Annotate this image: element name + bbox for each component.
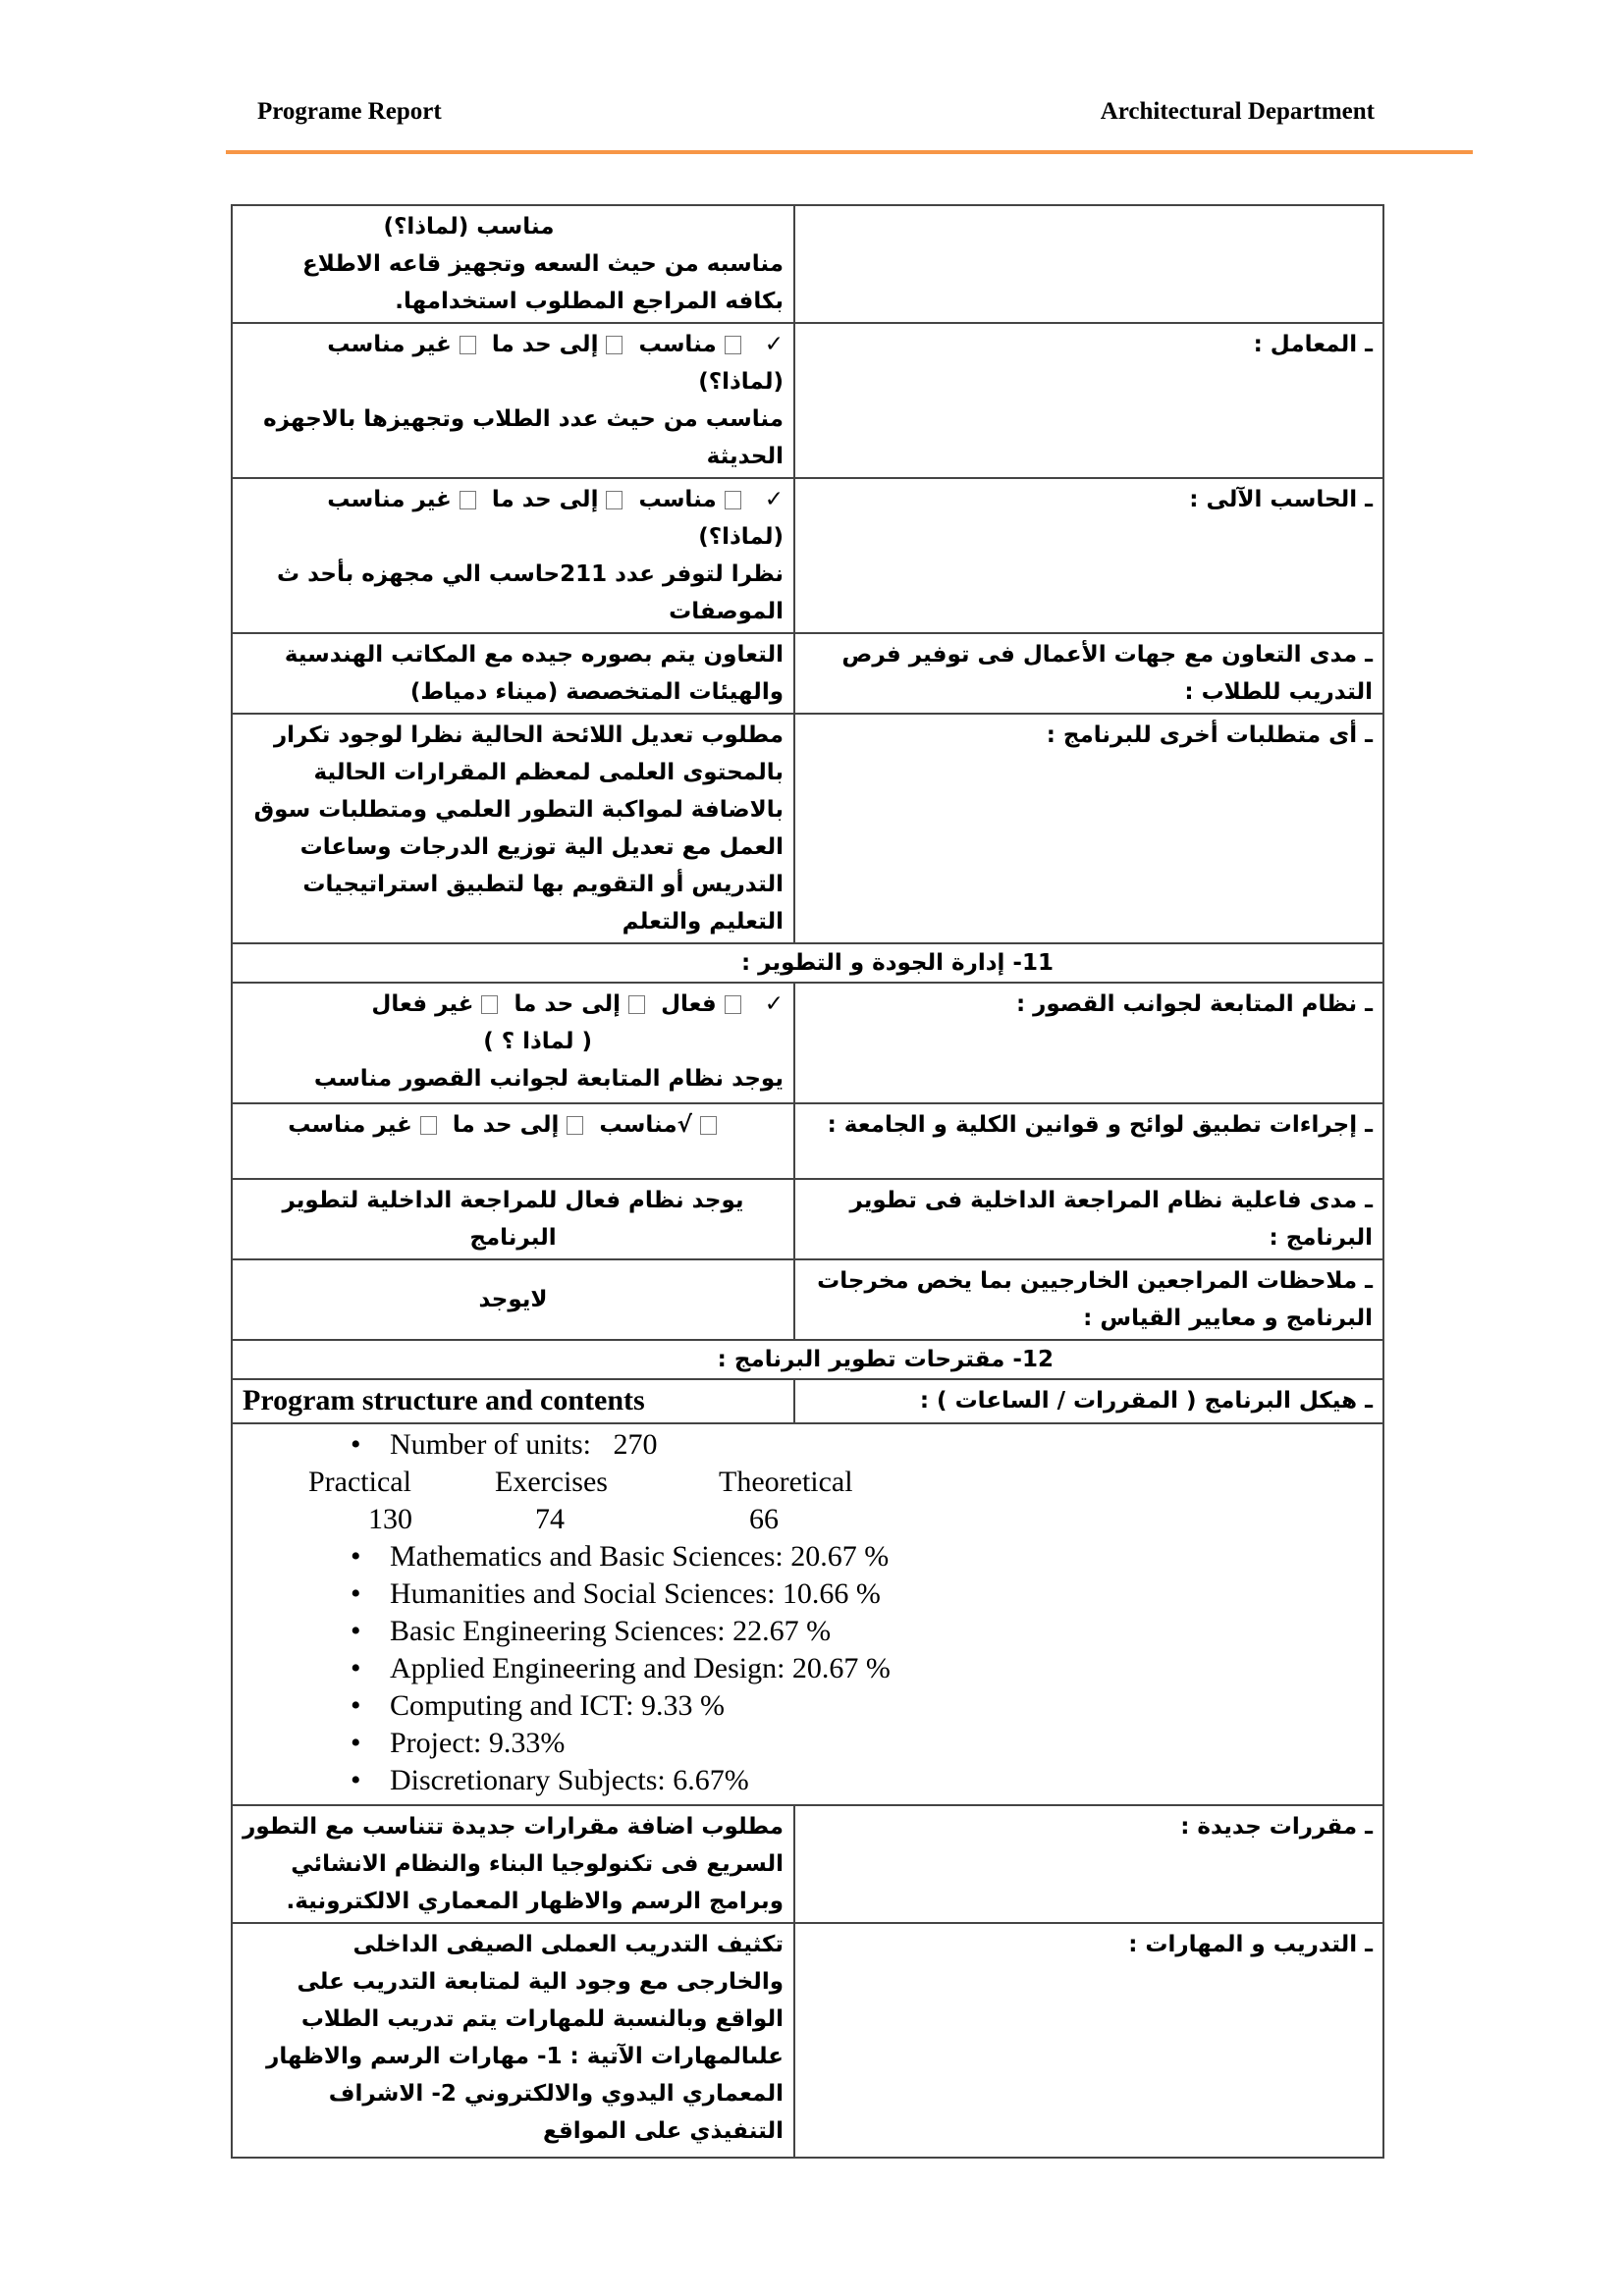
other-requirements-label: ـ أى متطلبات أخرى للبرنامج :: [794, 714, 1383, 943]
table-row-section-12: [232, 1340, 1383, 1379]
labs-value: مناسب من حيث عدد الطلاب وتجهيزها بالاجهزه الحديثة: [263, 406, 784, 469]
table-row-training: [232, 1923, 1383, 2158]
external-reviewers-label: ـ ملاحظات المراجعين الخارجيين بما يخص مخرجات البرنامج و معايير القياس :: [794, 1259, 1383, 1340]
followup-value: يوجد نظام المتابعة لجوانب القصور مناسب: [313, 1066, 784, 1092]
check-icon: √: [677, 1112, 692, 1138]
structure-value: Program structure and contents: [232, 1379, 794, 1423]
cooperation-value: التعاون يتم بصوره جيده مع المكاتب الهندسية والهيئات المتخصصة (ميناء دمياط): [232, 633, 794, 714]
training-label: ـ التدريب و المهارات :: [794, 1923, 1383, 2158]
library-value-cell: [232, 205, 794, 323]
list-item: • Number of units: 270: [390, 1426, 1373, 1464]
external-reviewers-value: لايوجد: [232, 1259, 794, 1340]
table-row-other-requirements: [232, 714, 1383, 943]
check-icon: ✓: [764, 991, 784, 1017]
table-row-cooperation: [232, 633, 1383, 714]
checkbox-suitable[interactable]: [725, 336, 741, 354]
computers-label: ـ الحاسب الآلى :: [794, 478, 1383, 633]
column-practical: Practical: [308, 1466, 411, 1498]
list-item: • Basic Engineering Sciences: 22.67 %: [390, 1613, 1373, 1650]
header-title-left: Programe Report: [257, 98, 442, 125]
new-courses-value: مطلوب اضافة مقرارات جديدة تتناسب مع التطور السريع فى تكنولوجيا البناء والنظام الانشائي وبرامج الرسم والاظهار المعماري الالكترونية.: [232, 1805, 794, 1923]
cooperation-label: ـ مدى التعاون مع جهات الأعمال فى توفير فرص التدريب للطلاب :: [794, 633, 1383, 714]
list-item: • Discretionary Subjects: 6.67%: [390, 1762, 1373, 1799]
labs-options: [243, 326, 784, 400]
checkbox-ineffective[interactable]: [481, 995, 498, 1014]
option-unsuitable: غير مناسب: [288, 1112, 412, 1138]
checkbox-effective[interactable]: [725, 995, 741, 1014]
labs-value-cell: [232, 323, 794, 478]
why-label: مناسب (لماذا؟): [383, 214, 555, 240]
program-report-table: [231, 204, 1384, 2159]
table-row-computers: [232, 478, 1383, 633]
regulations-label: ـ إجراءات تطبيق لوائح و قوانين الكلية و الجامعة :: [794, 1103, 1383, 1179]
list-item: • Computing and ICT: 9.33 %: [390, 1687, 1373, 1725]
option-somewhat: إلى حد ما: [514, 991, 622, 1017]
regulations-value-cell: [232, 1103, 794, 1179]
option-ineffective: غير فعال: [371, 991, 474, 1017]
checkbox-unsuitable[interactable]: [420, 1116, 437, 1135]
check-icon: ✓: [764, 487, 784, 512]
computers-options: [243, 481, 784, 556]
table-row-units: [232, 1423, 1383, 1805]
table-row-structure: [232, 1379, 1383, 1423]
other-requirements-value: مطلوب تعديل اللائحة الحالية نظرا لوجود تكرار بالمحتوى العلمى لمعظم المقرارات الحالية بالاضافة لمواكبة التطور العلمي ومتطلبات سوق العمل مع تعديل الية توزيع الدرجات وساعات التدريس أو التقويم بها لتطبيق استراتيجيات التعليم والتعلم: [232, 714, 794, 943]
table-row-new-courses: [232, 1805, 1383, 1923]
followup-value-cell: [232, 983, 794, 1103]
option-suitable: مناسب: [638, 332, 717, 357]
option-somewhat: إلى حد ما: [491, 487, 599, 512]
internal-review-label: ـ مدى فاعلية نظام المراجعة الداخلية فى تطوير البرنامج :: [794, 1179, 1383, 1259]
followup-label: ـ نظام المتابعة لجوانب القصور :: [794, 983, 1383, 1103]
unit-types-header: [243, 1464, 1373, 1501]
column-exercises: Exercises: [495, 1466, 608, 1498]
option-effective: فعال: [661, 991, 717, 1017]
table-row-library: [232, 205, 1383, 323]
checkbox-suitable[interactable]: [700, 1116, 717, 1135]
library-label-cell: [794, 205, 1383, 323]
library-value: مناسبه من حيث السعه وتجهيز قاعه الاطلاع بكافه المراجع المطلوب استخدامها.: [302, 251, 784, 314]
header-title-right: Architectural Department: [1100, 98, 1375, 125]
distribution-list: [243, 1538, 1373, 1799]
table-row-followup: [232, 983, 1383, 1103]
structure-label: ـ هيكل البرنامج ( المقررات / الساعات ) :: [794, 1379, 1383, 1423]
option-unsuitable: غير مناسب (لماذا؟): [327, 487, 784, 550]
unit-types-values: [243, 1501, 1373, 1538]
option-somewhat: إلى حد ما: [452, 1112, 560, 1138]
units-cell: [232, 1423, 1383, 1805]
checkbox-somewhat[interactable]: [567, 1116, 583, 1135]
checkbox-suitable[interactable]: [725, 491, 741, 509]
units-total-list: [243, 1426, 1373, 1464]
option-somewhat: إلى حد ما: [491, 332, 599, 357]
table-row-external-reviewers: [232, 1259, 1383, 1340]
value-exercises: 74: [535, 1503, 565, 1535]
option-suitable: مناسب: [638, 487, 717, 512]
section-12-heading: 12- مقترحات تطوير البرنامج :: [232, 1340, 1383, 1379]
checkbox-unsuitable[interactable]: [460, 491, 476, 509]
list-item: • Mathematics and Basic Sciences: 20.67 %: [390, 1538, 1373, 1575]
value-practical: 130: [368, 1503, 412, 1535]
checkbox-unsuitable[interactable]: [460, 336, 476, 354]
table-row-regulations: [232, 1103, 1383, 1179]
value-theoretical: 66: [749, 1503, 779, 1535]
option-unsuitable: غير مناسب (لماذا؟): [327, 332, 784, 395]
why-label: ( لماذا ؟ ): [483, 1029, 592, 1054]
section-11-heading: 11- إدارة الجودة و التطوير :: [232, 943, 1383, 983]
computers-value: نظرا لتوفر عدد 211حاسب الي مجهزه بأحد ث الموصفات: [276, 561, 784, 624]
check-icon: ✓: [764, 332, 784, 357]
table-row-internal-review: [232, 1179, 1383, 1259]
computers-value-cell: [232, 478, 794, 633]
training-value: تكثيف التدريب العملى الصيفى الداخلى والخارجى مع وجود الية لمتابعة التدريب على الواقع وبالنسبة للمهارات يتم تدريب الطلاب علىالمهارات الآتية : 1- مهارات الرسم والاظهار المعماري اليدوي والالكتروني 2- الاشراف التنفيذي على المواقع: [232, 1923, 794, 2158]
checkbox-somewhat[interactable]: [606, 491, 623, 509]
list-item: • Humanities and Social Sciences: 10.66 %: [390, 1575, 1373, 1613]
header-divider: [226, 150, 1473, 154]
list-item: • Applied Engineering and Design: 20.67 %: [390, 1650, 1373, 1687]
regulations-options: [243, 1106, 784, 1144]
column-theoretical: Theoretical: [719, 1466, 853, 1498]
followup-options: [243, 986, 784, 1023]
option-suitable: مناسب: [599, 1112, 677, 1138]
labs-label: ـ المعامل :: [794, 323, 1383, 478]
internal-review-value: يوجد نظام فعال للمراجعة الداخلية لتطوير البرنامج: [232, 1179, 794, 1259]
checkbox-somewhat[interactable]: [606, 336, 623, 354]
table-row-labs: [232, 323, 1383, 478]
checkbox-somewhat[interactable]: [628, 995, 645, 1014]
list-item: • Project: 9.33%: [390, 1725, 1373, 1762]
new-courses-label: ـ مقررات جديدة :: [794, 1805, 1383, 1923]
table-row-section-11: [232, 943, 1383, 983]
